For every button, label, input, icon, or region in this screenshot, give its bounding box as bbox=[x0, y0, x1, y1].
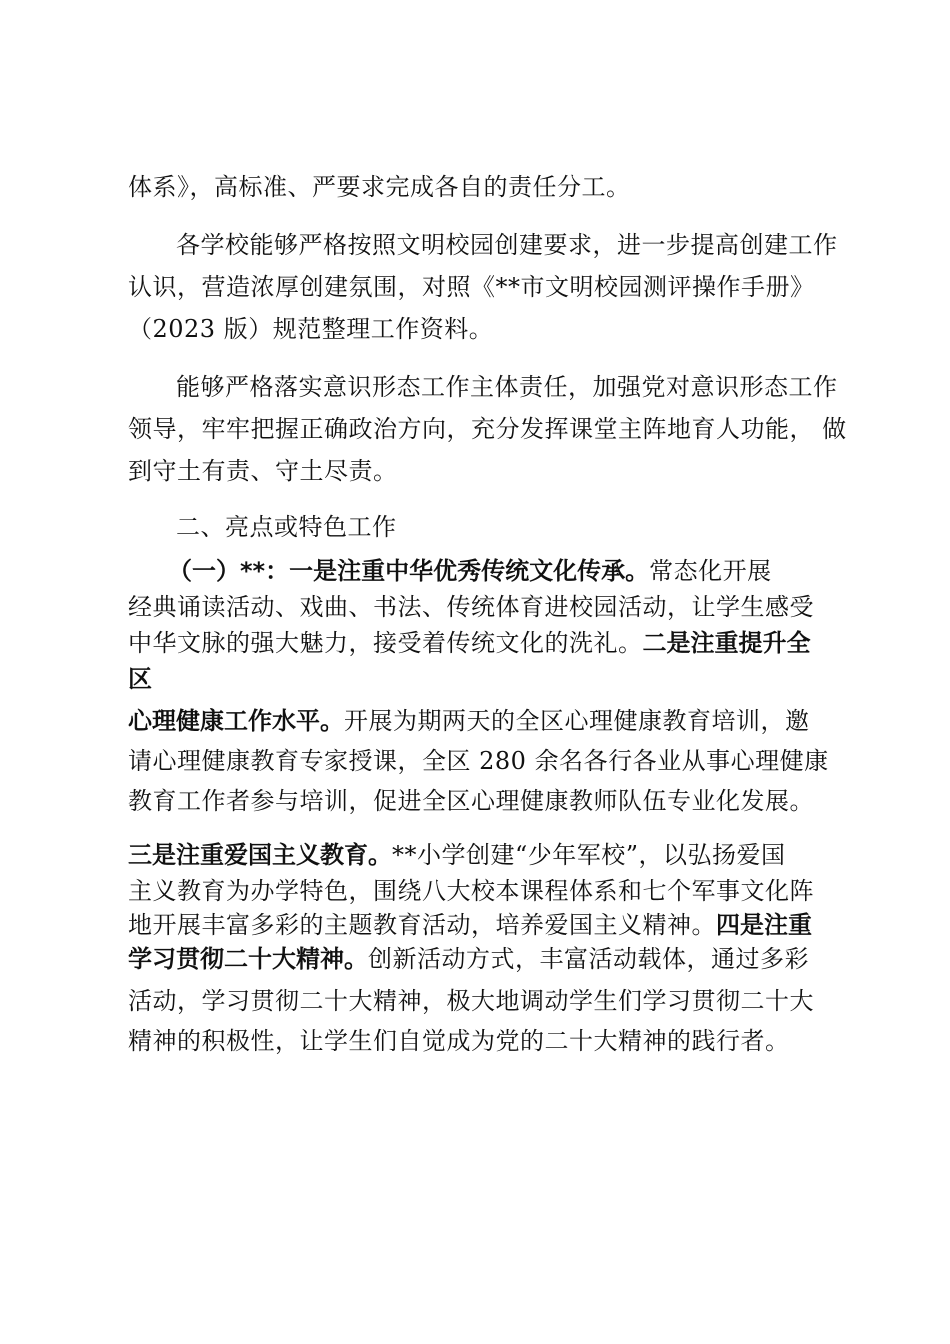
paragraph-line bbox=[128, 840, 786, 870]
paragraph-line: 领导，牢牢把握正确政治方向，充分发挥课堂主阵地育人功能， 做 bbox=[128, 415, 847, 443]
paragraph-line: 活动，学习贯彻二十大精神，极大地调动学生们学习贯彻二十大 bbox=[128, 987, 814, 1015]
body-text: 创新活动方式，丰富活动载体，通过多彩 bbox=[368, 945, 809, 973]
paragraph-line: 精神的积极性，让学生们自觉成为党的二十大精神的践行者。 bbox=[128, 1027, 790, 1055]
paragraph-line bbox=[128, 944, 809, 974]
paragraph-line: 主义教育为办学特色，围绕八大校本课程体系和七个军事文化阵 bbox=[128, 877, 814, 905]
body-text: **小学创建“少年军校”，以弘扬爱国 bbox=[392, 841, 786, 869]
paragraph-line: 到守土有责、守土尽责。 bbox=[128, 457, 398, 485]
paragraph-line: （2023 版）规范整理工作资料。 bbox=[128, 315, 494, 343]
bold-lead: （一）**：一是注重中华优秀传统文化传承。 bbox=[168, 557, 650, 585]
paragraph-line bbox=[128, 628, 811, 658]
paragraph-line: 认识，营造浓厚创建氛围，对照《**市文明校园测评操作手册》 bbox=[128, 273, 815, 301]
paragraph-line: 请心理健康教育专家授课，全区 280 余名各行各业从事心理健康 bbox=[128, 747, 829, 775]
paragraph-line: 区 bbox=[128, 665, 152, 693]
bold-lead: 心理健康工作水平。 bbox=[128, 707, 344, 735]
section-heading: 二、亮点或特色工作 bbox=[176, 513, 397, 541]
paragraph-line: 经典诵读活动、戏曲、书法、传统体育进校园活动，让学生感受 bbox=[128, 593, 814, 621]
bold-lead: 三是注重爱国主义教育。 bbox=[128, 841, 392, 869]
paragraph-line: 教育工作者参与培训，促进全区心理健康教师队伍专业化发展。 bbox=[128, 787, 814, 815]
paragraph-line bbox=[128, 910, 812, 940]
body-text: 中华文脉的强大魅力，接受着传统文化的洗礼。 bbox=[128, 629, 643, 657]
body-text: 开展为期两天的全区心理健康教育培训，邀 bbox=[344, 707, 810, 735]
paragraph-line: 能够严格落实意识形态工作主体责任，加强党对意识形态工作 bbox=[176, 373, 838, 401]
body-text: 常态化开展 bbox=[649, 557, 772, 585]
paragraph-line bbox=[128, 706, 810, 736]
paragraph-line: 体系》，高标准、严要求完成各自的责任分工。 bbox=[128, 173, 631, 201]
bold-lead: 二是注重提升全 bbox=[642, 629, 811, 657]
bold-lead: 四是注重 bbox=[716, 911, 812, 939]
paragraph-line: 各学校能够严格按照文明校园创建要求，进一步提高创建工作 bbox=[176, 231, 838, 259]
body-text: 地开展丰富多彩的主题教育活动，培养爱国主义精神。 bbox=[128, 911, 716, 939]
bold-lead: 学习贯彻二十大精神。 bbox=[128, 945, 368, 973]
paragraph-line bbox=[168, 556, 772, 586]
